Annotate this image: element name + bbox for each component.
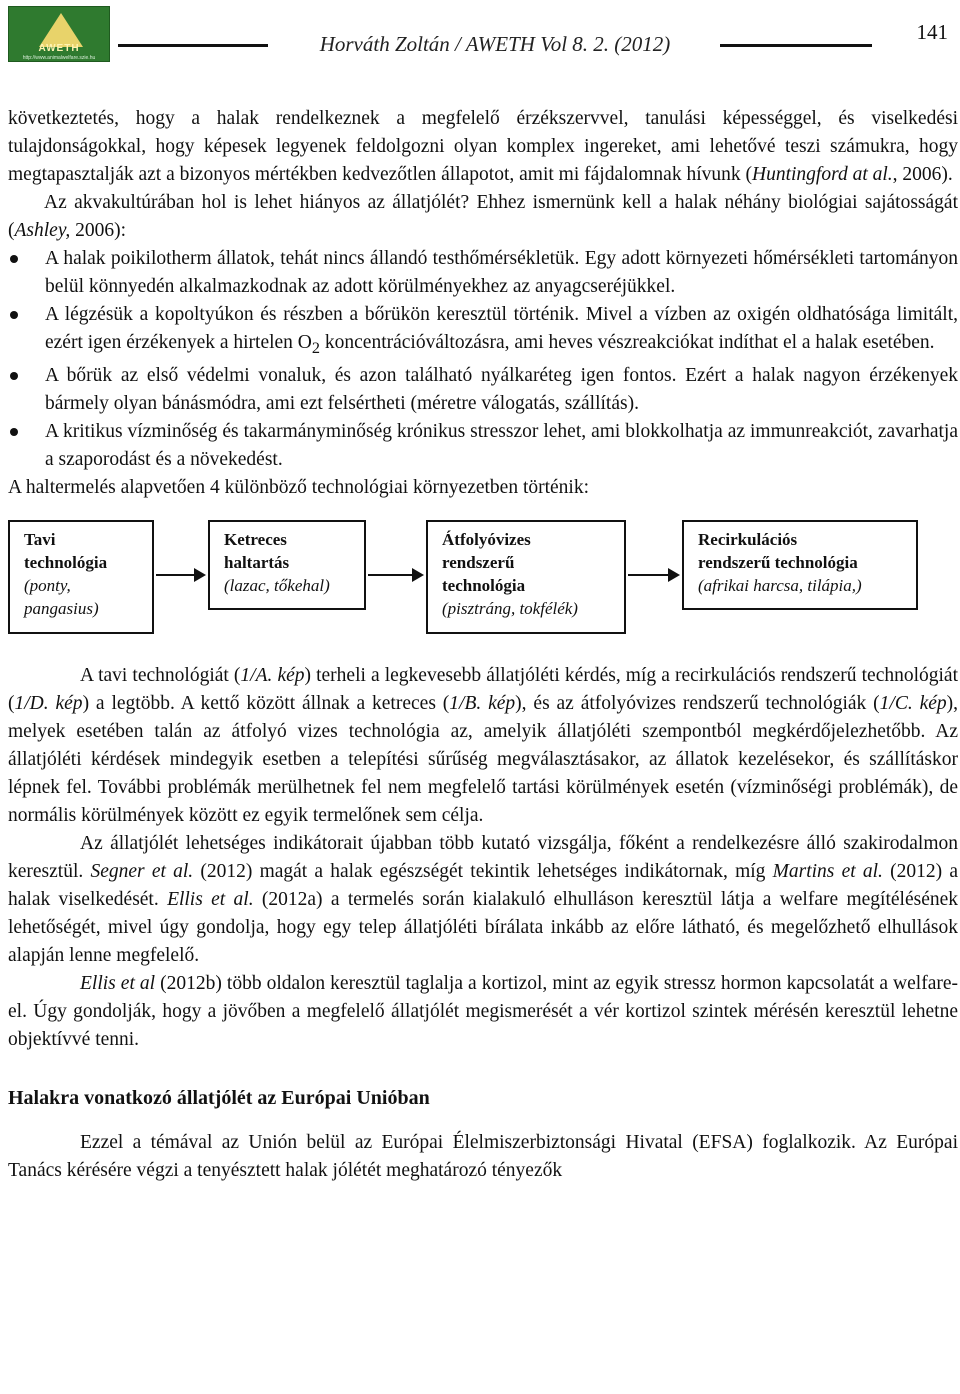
flow-intro: A haltermelés alapvetően 4 különböző technológiai környezetben történik: [8,476,590,498]
flow-arrow-icon [156,574,204,576]
logo-text: AWETH [38,43,80,54]
logo-emblem-icon [39,13,83,47]
header-rule-left [118,44,268,47]
list-item: A kritikus vízminőség és takarmányminőség krónikus stresszor lehet, ami blokkolhatja az immunreakciót, zavarhatja a szaporodást és a növekedést. [8,418,958,474]
journal-logo [8,6,110,62]
flow-box-flowthrough: Átfolyóvizes rendszerű technológia (pisztráng, tokfélék) [426,520,626,634]
citation-author: Ellis et al [80,972,156,994]
bullet-icon [10,255,18,263]
list-item: A légzésük a kopoltyúkon és részben a bőrükön keresztül történik. Mivel a vízben az oxigén oldhatósága limitált, ezért igen érzékenyek a hirtelen $O_2$ koncentrációváltozásra, ami heves vészreakciókat indíthat el a halak esetében. [8,301,958,362]
page-number: 141 [916,20,948,44]
list-item: A halak poikilotherm állatok, tehát nincs állandó testhőmérsékletük. Egy adott környezeti hőmérsékleti tartományon belül könnyedén alkalmazkodnak az adott körülményekhez az anyagcseréjükkel. [8,245,958,301]
welfare-question-paragraph: Az akvakultúrában hol is lehet hiányos az állatjólét? Ehhez ismernünk kell a halak néhány biológiai sajátosságát (Ashley, 2006): [8,192,958,241]
citation-author: Ellis et al. [167,888,254,910]
indicators-paragraph: Az állatjólét lehetséges indikátorait újabban több kutató vizsgálja, főként a rendelkezésre álló szakirodalmon keresztül. Segner et al. (2012) magát a halak egészségét tekintik lehetséges indikátornak, míg Martins et al. (2012) a halak viselkedését. Ellis et al. (2012a) a termelés során kialakuló elhulláson keresztül látja a welfare megítélésének lehetőségét, mivel úgy gondolja, hogy egy telep állatjóléti bírálata inkább az előre látható, és megelőzhető elhullások alapján lenne megfelelő. [8,832,959,966]
flow-arrow-icon [368,574,422,576]
bullet-icon [10,428,18,436]
page-header [0,0,960,70]
technology-flow-diagram [8,504,958,662]
section-heading: Halakra vonatkozó állatjólét az Európai Unióban [8,1086,430,1109]
page-body [8,105,958,1185]
citation-author: Ashley, [14,220,71,241]
header-rule-right [720,44,872,47]
flow-arrow-icon [628,574,678,576]
running-title: Horváth Zoltán / AWETH Vol 8. 2. (2012) [319,32,671,56]
eu-paragraph: Ezzel a témával az Unión belül az Európai Élelmiszerbiztonsági Hivatal (EFSA) foglalkozik. Az Európai Tanács kérésére végzi a tenyésztett halak jólétét meghatározó tényezők [8,1131,958,1181]
technologies-paragraph: A tavi technológiát (1/A. kép) terheli a legkevesebb állatjóléti kérdés, míg a recirkulációs rendszerű technológiát (1/D. kép) a legtöbb. A kettő között állnak a ketreces (1/B. kép), és az átfolyóvizes rendszerű technológiák (1/C. kép), melyek esetében talán az átfolyó vizes technológia az, amelyik állatjóléti szempontból megkérdőjelezhetőbb. Az állatjóléti kérdések mindegyik esetben a telepítési sűrűség megválasztásakor, az állatok kezelésekor, és szállításkor lépnek fel. További problémák merülhetnek fel nem megfelelő tartási körülmények esetén (vízminőségi problémák), de normális körülmények között ez egyik termelőnek sem célja. [8,664,959,826]
figure-ref: 1/B. kép [449,692,516,714]
intro-paragraph: következtetés, hogy a halak rendelkeznek a megfelelő érzékszervvel, tanulási képességgel, és viselkedési tulajdonságokkal, hogy képesek legyenek feldolgozni olyan komplex ingereket, ami lehetővé teszi számukra, hogy megtapasztalják azt a bizonyos mértékben kedvezőtlen állapotot, amit mi fájdalomnak hívunk (Huntingford at al., 2006). [8,108,958,185]
citation-author: Segner et al. [90,860,194,882]
cortisol-paragraph: Ellis et al (2012b) több oldalon keresztül taglalja a kortizol, mint az egyik stressz hormon kapcsolatát a welfare-el. Úgy gondolják, hogy a jövőben a megfelelő állatjólét megismerését a vér kortizol szintek mérésén keresztül lehetne objektívvé tenni. [8,972,958,1050]
flow-box-cage: Ketreces haltartás (lazac, tőkehal) [208,520,366,610]
list-item: A bőrük az első védelmi vonaluk, és azon található nyálkaréteg igen fontos. Ezért a halak nagyon érzékenyek bármely olyan bánásmódra, ami ezt felsértheti (méretre válogatás, szállítás). [8,362,958,418]
bullet-icon [10,311,18,319]
bullet-icon [10,372,18,380]
citation-author: Huntingford at al. [752,164,893,185]
figure-ref: 1/D. kép [14,692,83,714]
fish-biology-list [8,245,958,474]
logo-url: http://www.animalwelfare.szie.hu [22,55,96,61]
figure-ref: 1/C. kép [879,692,947,714]
figure-ref: 1/A. kép [240,664,305,686]
flow-box-pond: Tavi technológia (ponty, pangasius) [8,520,154,634]
citation-author: Martins et al. [772,860,883,882]
flow-box-recirculating: Recirkulációs rendszerű technológia (afrikai harcsa, tilápia,) [682,520,918,610]
